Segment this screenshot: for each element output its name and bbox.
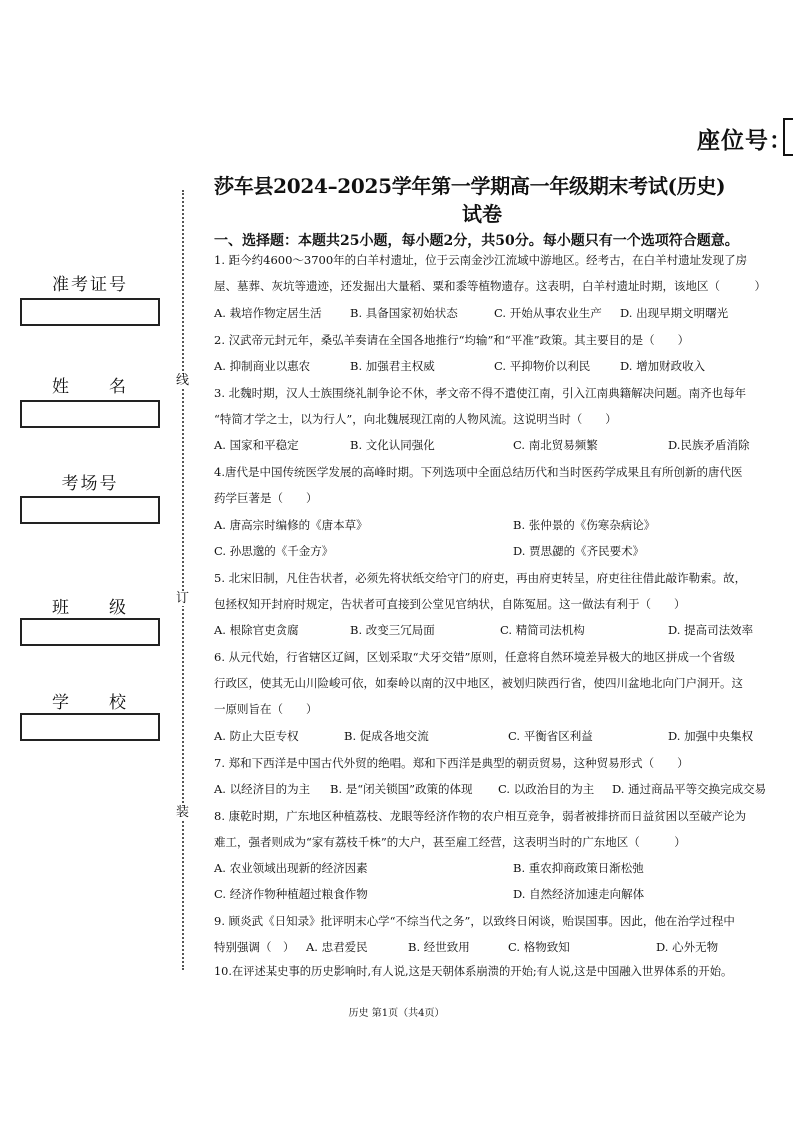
question-5-option-c[interactable]: C. 精简司法机构 <box>500 623 585 637</box>
question-9-option-c[interactable]: C. 格物致知 <box>508 940 570 954</box>
question-2-option-c[interactable]: C. 平抑物价以利民 <box>494 359 591 373</box>
binding-order-char: 订 <box>176 591 190 606</box>
question-9-stem-line: 特别强调（ ） <box>214 940 295 954</box>
exam-number-field[interactable] <box>20 298 160 326</box>
question-8-option-b[interactable]: B. 重农抑商政策日渐松弛 <box>513 861 644 875</box>
question-5-option-a[interactable]: A. 根除官吏贪腐 <box>214 623 299 637</box>
question-3-stem-line: 3. 北魏时期，汉人士族围绕礼制争论不休，孝文帝不得不遣使江南，引入江南典籍解决问题。南齐也每年 <box>214 386 747 400</box>
question-5-stem-line: 5. 北宋旧制，凡住告状者，必须先将状纸交给守门的府吏，再由府吏转呈，府吏往往借此敲诈勒索。故， <box>214 571 747 585</box>
exam-subtitle: 试卷 <box>462 202 502 226</box>
school-field[interactable] <box>20 713 160 741</box>
question-6-option-b[interactable]: B. 促成各地交流 <box>344 729 429 743</box>
question-4-option-b[interactable]: B. 张仲景的《伤寒杂病论》 <box>513 518 656 532</box>
seat-number-label: 座位号： <box>697 127 793 154</box>
question-1-option-a[interactable]: A. 栽培作物定居生活 <box>214 306 322 320</box>
question-9-option-d[interactable]: D. 心外无物 <box>656 940 719 954</box>
question-5-stem-line: 包拯权知开封府时规定，告状者可直接到公堂见官纳状，自陈冤屈。这一做法有利于（ ） <box>214 597 686 611</box>
class-label: 班 级 <box>52 598 128 618</box>
question-6-stem-line: 一原则旨在（ ） <box>214 702 318 716</box>
exam-number-label: 准考证号 <box>52 275 128 295</box>
question-5-option-d[interactable]: D. 提高司法效率 <box>668 623 754 637</box>
exam-room-label: 考场号 <box>61 474 119 494</box>
question-6-stem-line: 行政区，使其无山川险峻可依，如秦岭以南的汉中地区，被划归陕西行省，使四川盆地北向门户洞开。这 <box>214 676 743 690</box>
question-1-stem-line: 屋、墓葬、灰坑等遗迹，还发掘出大量稻、粟和黍等植物遗存。这表明，白羊村遗址时期，该地区（ ） <box>214 279 766 293</box>
question-9-option-b[interactable]: B. 经世致用 <box>408 940 470 954</box>
section-heading: 一、选择题：本题共25小题，每小题2分，共50分。每小题只有一个选项符合题意。 <box>214 233 739 249</box>
question-3-option-d[interactable]: D.民族矛盾消除 <box>668 438 750 452</box>
question-8-option-c[interactable]: C. 经济作物种植超过粮食作物 <box>214 887 368 901</box>
question-3-option-c[interactable]: C. 南北贸易频繁 <box>513 438 598 452</box>
question-7-option-a[interactable]: A. 以经济目的为主 <box>214 782 311 796</box>
school-label: 学 校 <box>52 693 128 713</box>
question-3-stem-line: “特简才学之士，以为行人”，向北魏展现江南的人物风流。这说明当时（ ） <box>214 412 617 426</box>
question-8-stem-line: 8. 康乾时期，广东地区种植荔枝、龙眼等经济作物的农户相互竞争，弱者被排挤而日益贫困以至破产论为 <box>214 809 747 823</box>
question-1-option-c[interactable]: C. 开始从事农业生产 <box>494 306 602 320</box>
question-8-option-d[interactable]: D. 自然经济加速走向解体 <box>513 887 645 901</box>
question-2-option-d[interactable]: D. 增加财政收入 <box>620 359 706 373</box>
binding-dotted-line <box>182 190 184 970</box>
question-4-option-d[interactable]: D. 贾思勰的《齐民要术》 <box>513 544 645 558</box>
question-6-option-a[interactable]: A. 防止大臣专权 <box>214 729 299 743</box>
question-2-option-a[interactable]: A. 抑制商业以惠农 <box>214 359 311 373</box>
question-4-option-a[interactable]: A. 唐高宗时编修的《唐本草》 <box>214 518 368 532</box>
exam-room-field[interactable] <box>20 496 160 524</box>
question-7-option-d[interactable]: D. 通过商品平等交换完成交易 <box>612 782 767 796</box>
question-5-option-b[interactable]: B. 改变三冗局面 <box>350 623 435 637</box>
question-4-stem-line: 4.唐代是中国传统医学发展的高峰时期。下列选项中全面总结历代和当时医药学成果且有所创新的唐代医 <box>214 465 743 479</box>
question-3-option-a[interactable]: A. 国家和平稳定 <box>214 438 299 452</box>
question-7-option-b[interactable]: B. 是“闭关锁国”政策的体现 <box>330 782 473 796</box>
class-field[interactable] <box>20 618 160 646</box>
question-6-stem-line: 6. 从元代始，行省辖区辽阔，区划采取“犬牙交错”原则，任意将自然环境差异极大的地区拼成一个省级 <box>214 650 735 664</box>
seat-number-box[interactable] <box>783 118 793 156</box>
question-2-stem-line: 2. 汉武帝元封元年，桑弘羊奏请在全国各地推行“均输”和“平准”政策。其主要目的是（ ） <box>214 333 690 347</box>
question-9-option-a[interactable]: A. 忠君爱民 <box>306 940 368 954</box>
question-6-option-d[interactable]: D. 加强中央集权 <box>668 729 754 743</box>
question-1-option-d[interactable]: D. 出现早期文明曙光 <box>620 306 729 320</box>
question-4-option-c[interactable]: C. 孙思邈的《千金方》 <box>214 544 334 558</box>
question-8-stem-line: 难工，强者则成为“家有荔枝千株”的大户，甚至雇工经营，这表明当时的广东地区（ ） <box>214 835 686 849</box>
page-footer: 历史 第1页（共4页） <box>348 1008 445 1019</box>
binding-mount-char: 装 <box>176 805 190 820</box>
name-label: 姓 名 <box>52 377 128 397</box>
question-2-option-b[interactable]: B. 加强君主权威 <box>350 359 435 373</box>
question-4-stem-line: 药学巨著是（ ） <box>214 491 318 505</box>
question-8-option-a[interactable]: A. 农业领域出现新的经济因素 <box>214 861 368 875</box>
question-3-option-b[interactable]: B. 文化认同强化 <box>350 438 435 452</box>
question-7-stem-line: 7. 郑和下西洋是中国古代外贸的绝唱。郑和下西洋是典型的朝贡贸易，这种贸易形式（ ） <box>214 756 689 770</box>
exam-title: 莎车县2024–2025学年第一学期高一年级期末考试(历史) <box>214 174 726 198</box>
question-6-option-c[interactable]: C. 平衡省区利益 <box>508 729 593 743</box>
question-7-option-c[interactable]: C. 以政治目的为主 <box>498 782 595 796</box>
question-9-stem-line: 9. 顾炎武《日知录》批评明末心学“不综当代之务”，以致终日闲谈，贻误国事。因此，他在治学过程中 <box>214 914 735 928</box>
question-1-stem-line: 1. 距今约4600～3700年的白羊村遗址，位于云南金沙江流域中游地区。经考古，在白羊村遗址发现了房 <box>214 253 748 267</box>
question-1-option-b[interactable]: B. 具备国家初始状态 <box>350 306 458 320</box>
question-10-stem-line: 10.在评述某史事的历史影响时,有人说,这是天朝体系崩溃的开始;有人说,这是中国融入世界体系的开始。 <box>214 965 733 978</box>
name-field[interactable] <box>20 400 160 428</box>
binding-line-char: 线 <box>176 373 190 388</box>
